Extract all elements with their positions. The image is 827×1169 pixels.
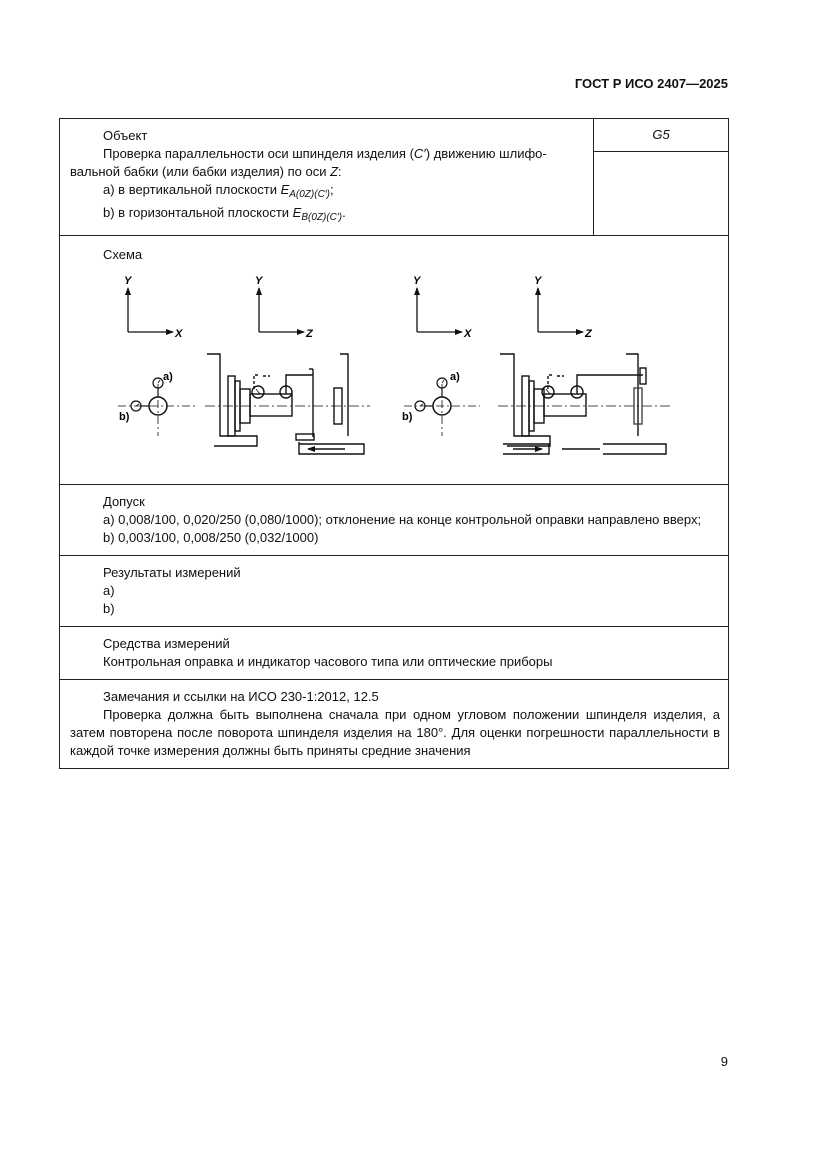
- axis-z-label-4: Z: [585, 328, 592, 340]
- object-cell: [60, 119, 594, 236]
- tolerance-cell: [60, 485, 729, 556]
- object-description-line1: Проверка параллельности оси шпинделя изделия (C′) движению шлифо-: [103, 146, 547, 161]
- schema-diagram: [60, 236, 728, 484]
- object-item-b: b) в горизонтальной плоскости $E_{B(0Z)(C')}$.: [103, 205, 346, 223]
- axis-x-label-1: X: [175, 328, 183, 340]
- object-heading: Объект: [103, 128, 148, 143]
- axis-x-label-3: X: [464, 328, 472, 340]
- results-item-b: b): [103, 601, 115, 616]
- test-specification-table: [59, 118, 729, 769]
- remarks-text: Проверка должна быть выполнена сначала при одном угловом положении шпинделя изделия, а затем повторена после поворота шпинделя изделия на 180°. Для оценки погрешности параллельности в каждой точке измерения должны быть приняты средние значения: [70, 707, 720, 758]
- machine-diagram-2: [498, 354, 672, 454]
- axis-z-label-2: Z: [306, 328, 313, 340]
- cross-section-2: [404, 378, 480, 436]
- code-cell: [594, 119, 729, 236]
- axes-diagram-4: [538, 288, 583, 332]
- machine-diagram-1: [205, 354, 370, 454]
- document-header: ГОСТ Р ИСО 2407—2025: [574, 76, 728, 91]
- label-a-1: a): [163, 371, 173, 383]
- axes-diagram-2: [259, 288, 304, 332]
- axis-y-label-1: Y: [124, 275, 132, 287]
- label-b-2: b): [402, 411, 413, 423]
- object-item-a: a) в вертикальной плоскости $E_{A(0Z)(C')}$;: [103, 182, 334, 200]
- axes-diagram-1: [128, 288, 173, 332]
- page-number: 9: [720, 1054, 728, 1069]
- results-heading: Результаты измерений: [103, 565, 241, 580]
- object-description-line2: вальной бабки (или бабки изделия) по оси Z:: [70, 164, 342, 179]
- remarks-heading: Замечания и ссылки на ИСО 230-1:2012, 12.5: [103, 689, 379, 704]
- instruments-heading: Средства измерений: [103, 636, 230, 651]
- label-b-1: b): [119, 411, 130, 423]
- results-item-a: a): [103, 583, 115, 598]
- label-a-2: a): [450, 371, 460, 383]
- test-code: G5: [594, 119, 728, 152]
- results-cell: [60, 556, 729, 627]
- tolerance-item-a: a) 0,008/100, 0,020/250 (0,080/1000); отклонение на конце контрольной оправки направлено вверх;: [103, 512, 702, 527]
- tolerance-item-b: b) 0,003/100, 0,008/250 (0,032/1000): [103, 530, 319, 545]
- axis-y-label-3: Y: [413, 275, 421, 287]
- instruments-cell: [60, 627, 729, 680]
- axes-diagram-3: [417, 288, 462, 332]
- schema-cell: [60, 236, 729, 485]
- cross-section-1: [118, 378, 196, 436]
- instruments-text: Контрольная оправка и индикатор часового типа или оптические приборы: [103, 654, 553, 669]
- schema-heading: Схема: [103, 247, 143, 262]
- axis-y-label-4: Y: [534, 275, 542, 287]
- tolerance-heading: Допуск: [103, 494, 145, 509]
- axis-y-label-2: Y: [255, 275, 263, 287]
- remarks-cell: [60, 680, 729, 769]
